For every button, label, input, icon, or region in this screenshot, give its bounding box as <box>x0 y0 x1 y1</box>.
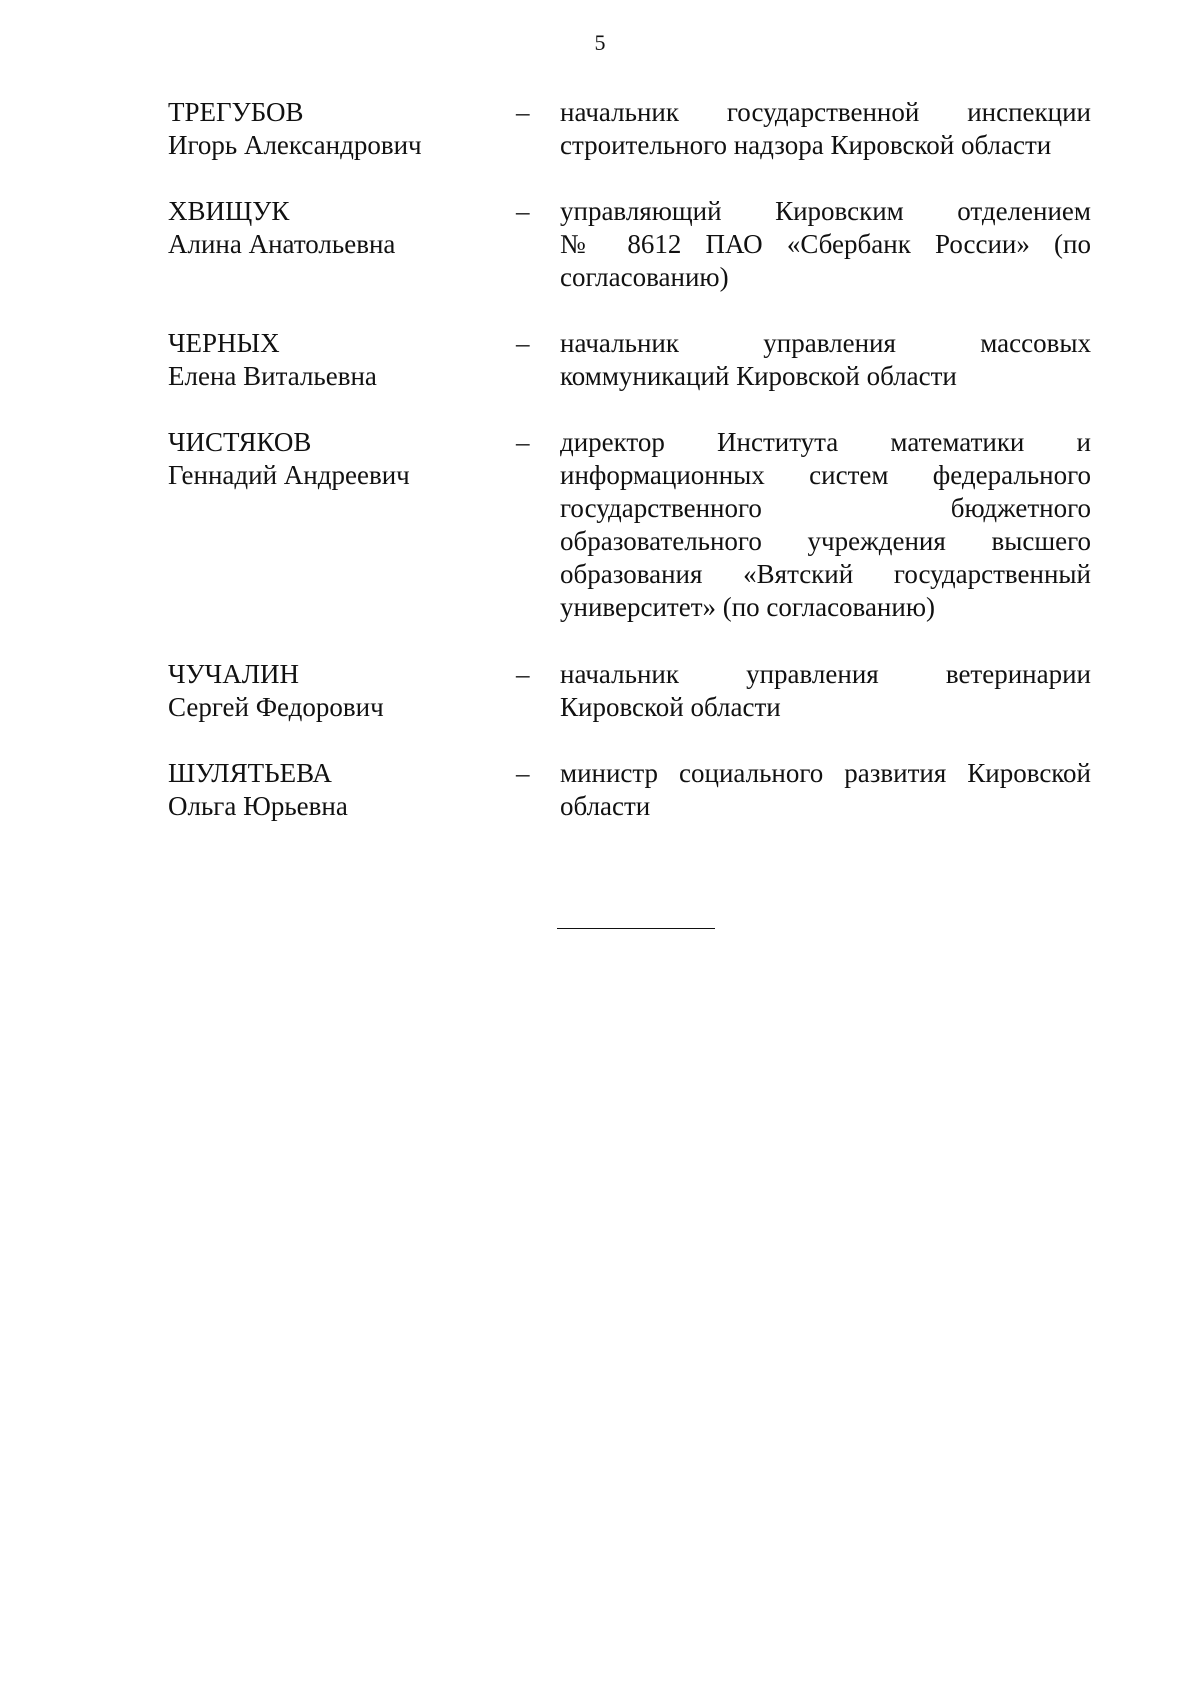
dash-separator: – <box>516 427 530 457</box>
member-surname: ЧИСТЯКОВ <box>168 427 312 457</box>
dash-separator: – <box>516 196 530 226</box>
end-of-list-rule <box>557 928 715 929</box>
position-line: университет» (по согласованию) <box>560 592 935 622</box>
position-line: образования «Вятский государственный <box>560 559 1091 589</box>
member-position <box>560 658 1091 724</box>
member-given-names: Алина Анатольевна <box>168 229 396 259</box>
member-name <box>168 757 498 823</box>
member-name <box>168 96 498 162</box>
dash-separator: – <box>516 758 530 788</box>
dash-separator: – <box>516 328 530 358</box>
position-line: начальник государственной инспекции <box>560 97 1091 127</box>
position-line: начальник управления массовых <box>560 328 1091 358</box>
position-line: Кировской области <box>560 692 781 722</box>
member-given-names: Елена Витальевна <box>168 361 377 391</box>
member-position <box>560 327 1091 393</box>
position-line: государственного бюджетного <box>560 493 1091 523</box>
member-given-names: Геннадий Андреевич <box>168 460 410 490</box>
position-line: коммуникаций Кировской области <box>560 361 957 391</box>
position-line: начальник управления ветеринарии <box>560 659 1091 689</box>
position-line: министр социального развития Кировской <box>560 758 1091 788</box>
member-surname: ШУЛЯТЬЕВА <box>168 758 332 788</box>
member-name <box>168 195 498 261</box>
position-line: директор Института математики и <box>560 427 1091 457</box>
position-line: строительного надзора Кировской области <box>560 130 1052 160</box>
member-name <box>168 327 498 393</box>
member-surname: ХВИЩУК <box>168 196 290 226</box>
member-given-names: Сергей Федорович <box>168 692 384 722</box>
member-name <box>168 426 498 492</box>
member-name <box>168 658 498 724</box>
member-surname: ЧУЧАЛИН <box>168 659 300 689</box>
page-number: 5 <box>594 30 606 55</box>
position-line: образовательного учреждения высшего <box>560 526 1091 556</box>
member-position <box>560 426 1091 624</box>
member-position <box>560 757 1091 823</box>
member-position <box>560 96 1091 162</box>
member-position <box>560 195 1091 294</box>
member-given-names: Игорь Александрович <box>168 130 422 160</box>
member-given-names: Ольга Юрьевна <box>168 791 348 821</box>
member-surname: ТРЕГУБОВ <box>168 97 304 127</box>
position-line: информационных систем федерального <box>560 460 1091 490</box>
dash-separator: – <box>516 659 530 689</box>
position-line: области <box>560 791 651 821</box>
dash-separator: – <box>516 97 530 127</box>
member-surname: ЧЕРНЫХ <box>168 328 280 358</box>
position-line: согласованию) <box>560 262 729 292</box>
position-line: № 8612 ПАО «Сбербанк России» (по <box>560 229 1091 259</box>
position-line: управляющий Кировским отделением <box>560 196 1091 226</box>
